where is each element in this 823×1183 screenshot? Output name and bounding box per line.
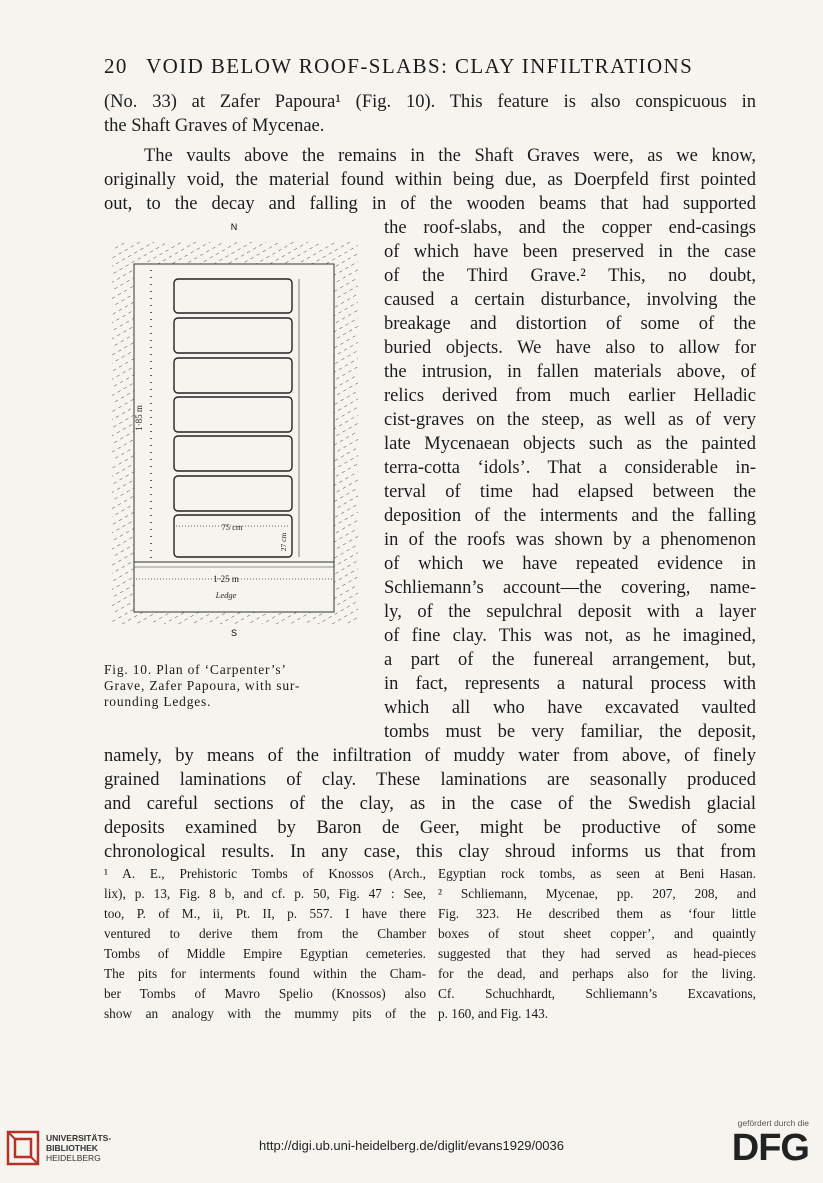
grave-plan-figure — [104, 222, 366, 642]
body-line: ly, of the sepulchral deposit with a layer — [384, 602, 756, 622]
body-line: the roof-slabs, and the copper end-casings — [384, 218, 756, 238]
body-line: in fact, represents a natural process with — [384, 674, 756, 694]
outer-width-label: 1·25 m — [213, 574, 239, 584]
body-line: tombs must be very familiar, the deposit, — [384, 722, 756, 742]
footnote-line: ventured to derive them from the Chamber — [104, 926, 426, 941]
body-line: originally void, the material found within being due, as Doerpfeld first pointed — [104, 170, 756, 190]
body-line: deposits examined by Baron de Geer, might be productive of some — [104, 818, 756, 838]
body-line: the intrusion, in fallen materials above, of — [384, 362, 756, 382]
footnote-line: Fig. 323. He described them as ‘four little — [438, 906, 756, 921]
body-line: which all who have excavated vaulted — [384, 698, 756, 718]
footnote-line: show an analogy with the mummy pits of the — [104, 1006, 426, 1021]
library-name-line: HEIDELBERG — [46, 1153, 101, 1163]
running-header — [104, 54, 754, 79]
body-line: cist-graves on the steep, as well as of very — [384, 410, 756, 430]
footnote-line: ² Schliemann, Mycenae, pp. 207, 208, and — [438, 886, 756, 901]
dfg-logo — [732, 1118, 809, 1168]
body-line: of which have been preserved in the case — [384, 242, 756, 262]
footnote-line: p. 160, and Fig. 143. — [438, 1006, 549, 1021]
footnote-line: too, P. of M., ii, Pt. II, p. 557. I have there — [104, 906, 426, 921]
body-line: terval of time had elapsed between the — [384, 482, 756, 502]
caption-line: Grave, Zafer Papoura, with sur- — [104, 678, 301, 693]
footnote-line: ¹ A. E., Prehistoric Tombs of Knossos (Arch., — [104, 866, 426, 881]
body-line: grained laminations of clay. These laminations are seasonally produced — [104, 770, 756, 790]
body-line: in of the roofs was shown by a phenomenon — [384, 530, 756, 550]
body-line: terra-cotta ‘idols’. That a considerable in- — [384, 458, 756, 478]
body-line: breakage and distortion of some of the — [384, 314, 756, 334]
body-line: of the Third Grave.² This, no doubt, — [384, 266, 756, 286]
south-label: S — [230, 628, 238, 638]
running-title: VOID BELOW ROOF-SLABS: CLAY INFILTRATIONS — [146, 54, 694, 78]
footnote-line: boxes of stout sheet copper’, and quaintly — [438, 926, 756, 941]
footnote-line: for the dead, and perhaps also for the living. — [438, 966, 756, 981]
page-number: 20 — [104, 54, 128, 78]
source-url-link[interactable]: http://digi.ub.uni-heidelberg.de/diglit/evans1929/0036 — [258, 1138, 564, 1153]
footnote-line: Cf. Schuchhardt, Schliemann’s Excavations, — [438, 986, 756, 1001]
footnote-line: lix), p. 13, Fig. 8 b, and cf. p. 50, Fig. 47 : See, — [104, 886, 426, 901]
depth-label: 27 cm — [279, 532, 288, 552]
body-line: of which we have repeated evidence in — [384, 554, 756, 574]
body-line: chronological results. In any case, this clay shroud informs us that from — [104, 842, 756, 862]
caption-line: Fig. 10. Plan of ‘Carpenter’s’ — [104, 662, 287, 677]
body-line: the Shaft Graves of Mycenae. — [104, 116, 325, 136]
body-line: The vaults above the remains in the Shaft Graves were, as we know, — [144, 146, 756, 166]
figure-caption — [104, 662, 364, 710]
footnote-line: ber Tombs of Mavro Spelio (Knossos) also — [104, 986, 426, 1001]
footnote-line: Tombs of Middle Empire Egyptian cemeteries. — [104, 946, 426, 961]
footnote-line: Egyptian rock tombs, as seen at Beni Hasan. — [438, 866, 756, 881]
body-line: and careful sections of the clay, as in the case of the Swedish glacial — [104, 794, 756, 814]
library-name-line: UNIVERSITÄTS- — [46, 1133, 112, 1143]
length-label: 1·85 m — [134, 405, 144, 431]
body-line: namely, by means of the infiltration of muddy water from above, of finely — [104, 746, 756, 766]
ledge-label: Ledge — [215, 590, 237, 600]
body-line: relics derived from much earlier Helladic — [384, 386, 756, 406]
body-line: buried objects. We have also to allow for — [384, 338, 756, 358]
north-label: N — [230, 222, 238, 232]
body-line: a part of the funereal arrangement, but, — [384, 650, 756, 670]
body-line: late Mycenaean objects such as the painted — [384, 434, 756, 454]
body-line: (No. 33) at Zafer Papoura¹ (Fig. 10). This feature is also conspicuous in — [104, 92, 756, 112]
footnote-line: suggested that they had served as head-pieces — [438, 946, 756, 961]
body-line: of fine clay. This was not, as he imagined, — [384, 626, 756, 646]
library-name-line: BIBLIOTHEK — [46, 1143, 98, 1153]
body-line: out, to the decay and falling in of the wooden beams that had supported — [104, 194, 756, 214]
body-line: caused a certain disturbance, involving the — [384, 290, 756, 310]
grave-cutting — [134, 264, 334, 612]
body-line: deposition of the interments and the falling — [384, 506, 756, 526]
width-label: 75 cm — [221, 522, 243, 532]
funding-note: gefördert durch die — [737, 1118, 809, 1128]
caption-line: rounding Ledges. — [104, 694, 212, 709]
body-line: Schliemann’s account—the covering, name- — [384, 578, 756, 598]
footnote-line: The pits for interments found within the Cham- — [104, 966, 426, 981]
dfg-wordmark: DFG — [731, 1127, 809, 1169]
